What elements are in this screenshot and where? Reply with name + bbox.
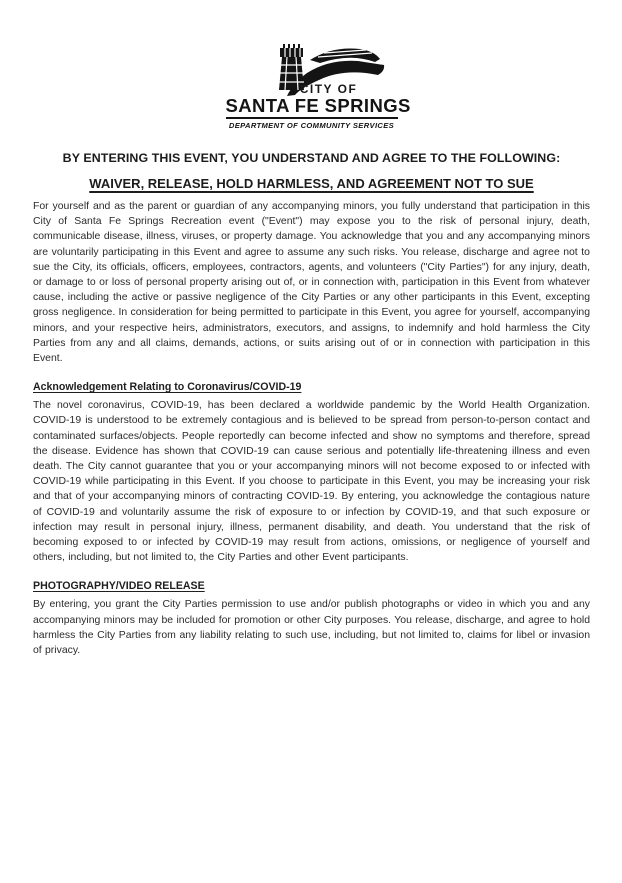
logo-divider xyxy=(226,117,398,119)
city-logo xyxy=(225,44,411,130)
covid-paragraph: The novel coronavirus, COVID-19, has been declared a worldwide pandemic by the World Health Organization. COVID-19 is understood to be extremely contagious and is believed to be spread from person-to-person contact and contaminated surfaces/objects. People reportedly can become infected and show no symptoms and therefore, spread the disease. Evidence has shown that COVID-19 can cause serious and potentially life-threatening illness and even death. The City cannot guarantee that you or your accompanying minors will not become exposed to or infected with COVID-19 while participating in this Event. If you choose to participate in this Event, you may be increasing your risk and that of your accompanying minors of contracting COVID-19. By entering, you acknowledge the contagious nature of COVID-19 and voluntarily assume the risk of exposure to or infection by COVID-19, and that such exposure or infection may result in personal injury, illness, permanent disability, and death. You understand that the risk of becoming exposed to or infected by COVID-19 may result from actions, omissions, or negligence of yourself and others, including, but not limited to, the City Parties and other Event participants. xyxy=(33,400,590,564)
waiver-paragraph: For yourself and as the parent or guardian of any accompanying minors, you fully understand that participation in this City of Santa Fe Springs Recreation event ("Event") may expose you to the risk of personal injury, death, communicable disease, illness, viruses, or property damage. You acknowledge that you and any accompanying minors are voluntarily participating in this Event and agree to assume any such risks. You release, discharge and agree not to sue the City, its officials, officers, employees, contractors, agents, and volunteers ("City Parties") for any injury, death, or damage to or loss of personal property arising out of, or in connection with, participation in this Event from whatever cause, including the active or passive negligence of the City Parties or any other participants in this Event, excepting gross negligence. In consideration for being permitted to participate in this Event, you agree for yourself, accompanying minors, and your respective heirs, administrators, executors, and assigns, to indemnify and hold harmless the City Parties from any and all claims, demands, actions, or suits arising out of or in connection with participation in this Event. xyxy=(33,201,590,365)
logo-department-text: DEPARTMENT OF COMMUNITY SERVICES xyxy=(228,121,395,130)
photography-paragraph: By entering, you grant the City Parties permission to use and/or publish photographs or video in which you and any accompanying minors may be included for promotion or other City purposes. You release, discharge, and agree to hold harmless the City Parties from any liability relating to such use, including, but not limited to, claims for libel or invasion of privacy. xyxy=(33,599,590,657)
logo-city-of-text: CITY OF xyxy=(299,82,358,96)
photography-section-heading: PHOTOGRAPHY/VIDEO RELEASE xyxy=(33,580,205,593)
waiver-heading: WAIVER, RELEASE, HOLD HARMLESS, AND AGREEMENT NOT TO SUE xyxy=(89,176,534,191)
intro-heading: BY ENTERING THIS EVENT, YOU UNDERSTAND AND AGREE TO THE FOLLOWING: xyxy=(62,151,561,165)
covid-section-heading: Acknowledgement Relating to Coronavirus/COVID-19 xyxy=(33,381,302,394)
logo-city-name-text: SANTA FE SPRINGS xyxy=(225,95,411,116)
